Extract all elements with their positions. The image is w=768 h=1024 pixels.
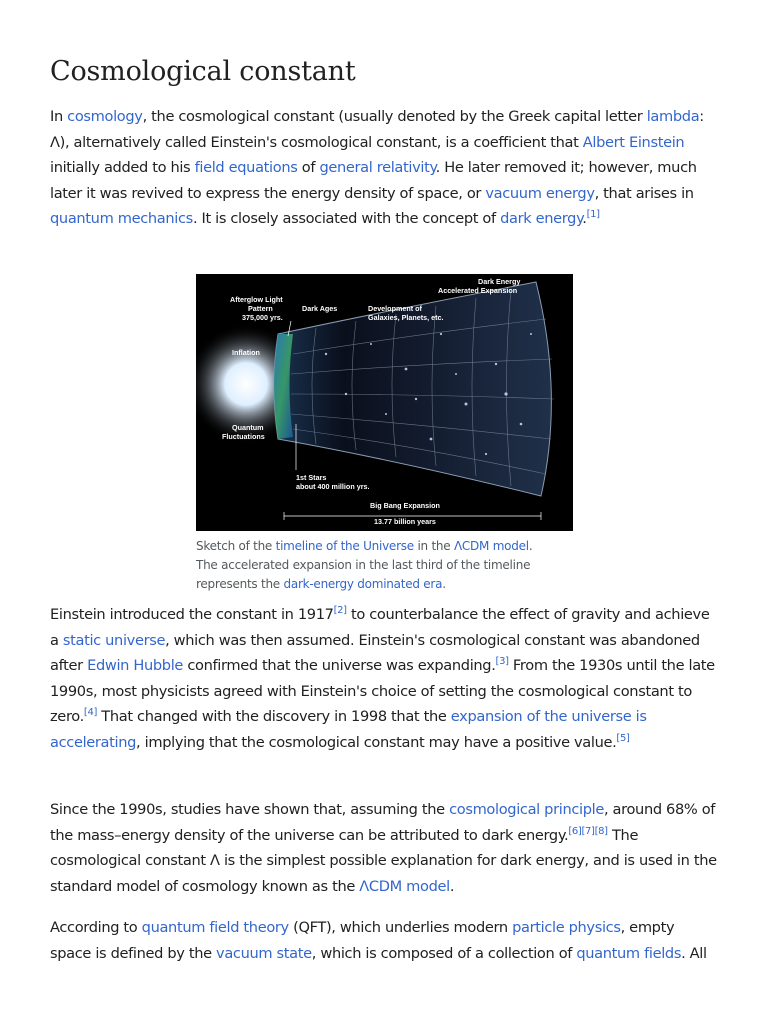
- figure-caption: Sketch of the timeline of the Universe in the ΛCDM model. The accelerated expansion in the last third of the timeline represents the dark-energy dominated era.: [196, 539, 533, 591]
- qft-paragraph: According to quantum field theory (QFT), which underlies modern particle physics, empty space is defined by the vacuum state, which is composed of a collection of quantum fields. All: [50, 919, 707, 962]
- link-quantum-field-theory[interactable]: quantum field theory: [141, 919, 289, 936]
- link-accelerating-expansion[interactable]: expansion of the universe is accelerating: [50, 708, 647, 751]
- link-lambda[interactable]: lambda: [646, 108, 700, 125]
- label-dark-energy: Dark Energy: [478, 277, 521, 286]
- link-edwin-hubble[interactable]: Edwin Hubble: [87, 657, 184, 675]
- link-cosmology[interactable]: cosmology: [67, 108, 143, 125]
- link-particle-physics[interactable]: particle physics: [512, 919, 621, 936]
- universe-timeline-image[interactable]: [196, 274, 573, 531]
- link-albert-einstein[interactable]: Albert Einstein: [582, 133, 685, 151]
- ref-1[interactable]: [1]: [586, 209, 600, 221]
- link-dark-energy[interactable]: dark energy: [500, 210, 583, 228]
- dark-energy-paragraph: Since the 1990s, studies have shown that, assuming the cosmological principle, around 68% of the mass–energy density of the universe can be attributed to dark energy.[6][7][8] The cosmological constant Λ is the simplest possible explanation for dark energy, and is used in the standard model of cosmology known as the ΛCDM model.: [50, 801, 717, 895]
- label-galaxies: Galaxies, Planets, etc.: [368, 313, 444, 322]
- ref-6[interactable]: [6]: [568, 825, 582, 837]
- link-dark-energy-era[interactable]: dark-energy dominated era: [283, 577, 443, 591]
- label-quantum: Quantum: [232, 423, 264, 432]
- label-fluctuations: Fluctuations: [222, 432, 265, 441]
- label-big-bang-expansion: Big Bang Expansion: [370, 501, 440, 510]
- ref-2[interactable]: [2]: [333, 605, 347, 617]
- label-first-stars: 1st Stars: [296, 473, 327, 482]
- intro-paragraph: In cosmology, the cosmological constant (usually denoted by the Greek capital letter lambda: Λ), alternatively called Einstein's cosmological constant, is a coefficient that Albert Einstein initially added to his field equations of general relativity. He later removed it; however, much later it was revived to express the energy density of space, or vacuum energy, that arises in quantum mechanics. It is closely associated with the concept of dark energy.[1]: [50, 108, 704, 228]
- ref-5[interactable]: [5]: [616, 733, 630, 745]
- label-about-400m: about 400 million yrs.: [296, 482, 370, 491]
- label-afterglow: Afterglow Light: [230, 295, 283, 304]
- page-title: Cosmological constant: [50, 56, 356, 87]
- link-lcdm-model[interactable]: ΛCDM model: [359, 877, 450, 895]
- link-quantum-mechanics[interactable]: quantum mechanics: [50, 210, 193, 228]
- figure-universe-timeline: [196, 274, 574, 594]
- label-dark-ages: Dark Ages: [302, 304, 338, 313]
- label-375k: 375,000 yrs.: [242, 313, 283, 322]
- link-vacuum-state[interactable]: vacuum state: [216, 944, 312, 962]
- link-cosmological-principle[interactable]: cosmological principle: [449, 801, 604, 818]
- ref-7[interactable]: [7]: [581, 825, 595, 837]
- label-pattern: Pattern: [248, 304, 273, 313]
- ref-3[interactable]: [3]: [495, 656, 509, 668]
- link-field-equations[interactable]: field equations: [194, 159, 298, 177]
- label-development: Development of: [368, 304, 422, 313]
- link-vacuum-energy[interactable]: vacuum energy: [485, 184, 595, 202]
- label-accelerated: Accelerated Expansion: [438, 286, 518, 295]
- link-timeline-of-universe[interactable]: timeline of the Universe: [275, 539, 414, 553]
- ref-4[interactable]: [4]: [83, 707, 98, 719]
- label-13-77-billion: 13.77 billion years: [374, 517, 436, 526]
- label-inflation: Inflation: [232, 348, 260, 357]
- link-quantum-fields[interactable]: quantum fields: [576, 944, 682, 962]
- ref-8[interactable]: [8]: [594, 825, 608, 837]
- link-general-relativity[interactable]: general relativity: [319, 159, 436, 177]
- history-paragraph: Einstein introduced the constant in 1917[2] to counterbalance the effect of gravity and achieve a static universe, which was then assumed. Einstein's cosmological constant was abandoned after Edwin Hubble confirmed that the universe was expanding.[3] From the 1930s until the late 1990s, most physicists agreed with Einstein's choice of setting the cosmological constant to zero.[4] That changed with the discovery in 1998 that the expansion of the universe is accelerating, implying that the cosmological constant may have a positive value.[5]: [50, 605, 715, 751]
- link-lcdm-model-caption[interactable]: ΛCDM model: [453, 539, 529, 553]
- link-static-universe[interactable]: static universe: [62, 631, 166, 649]
